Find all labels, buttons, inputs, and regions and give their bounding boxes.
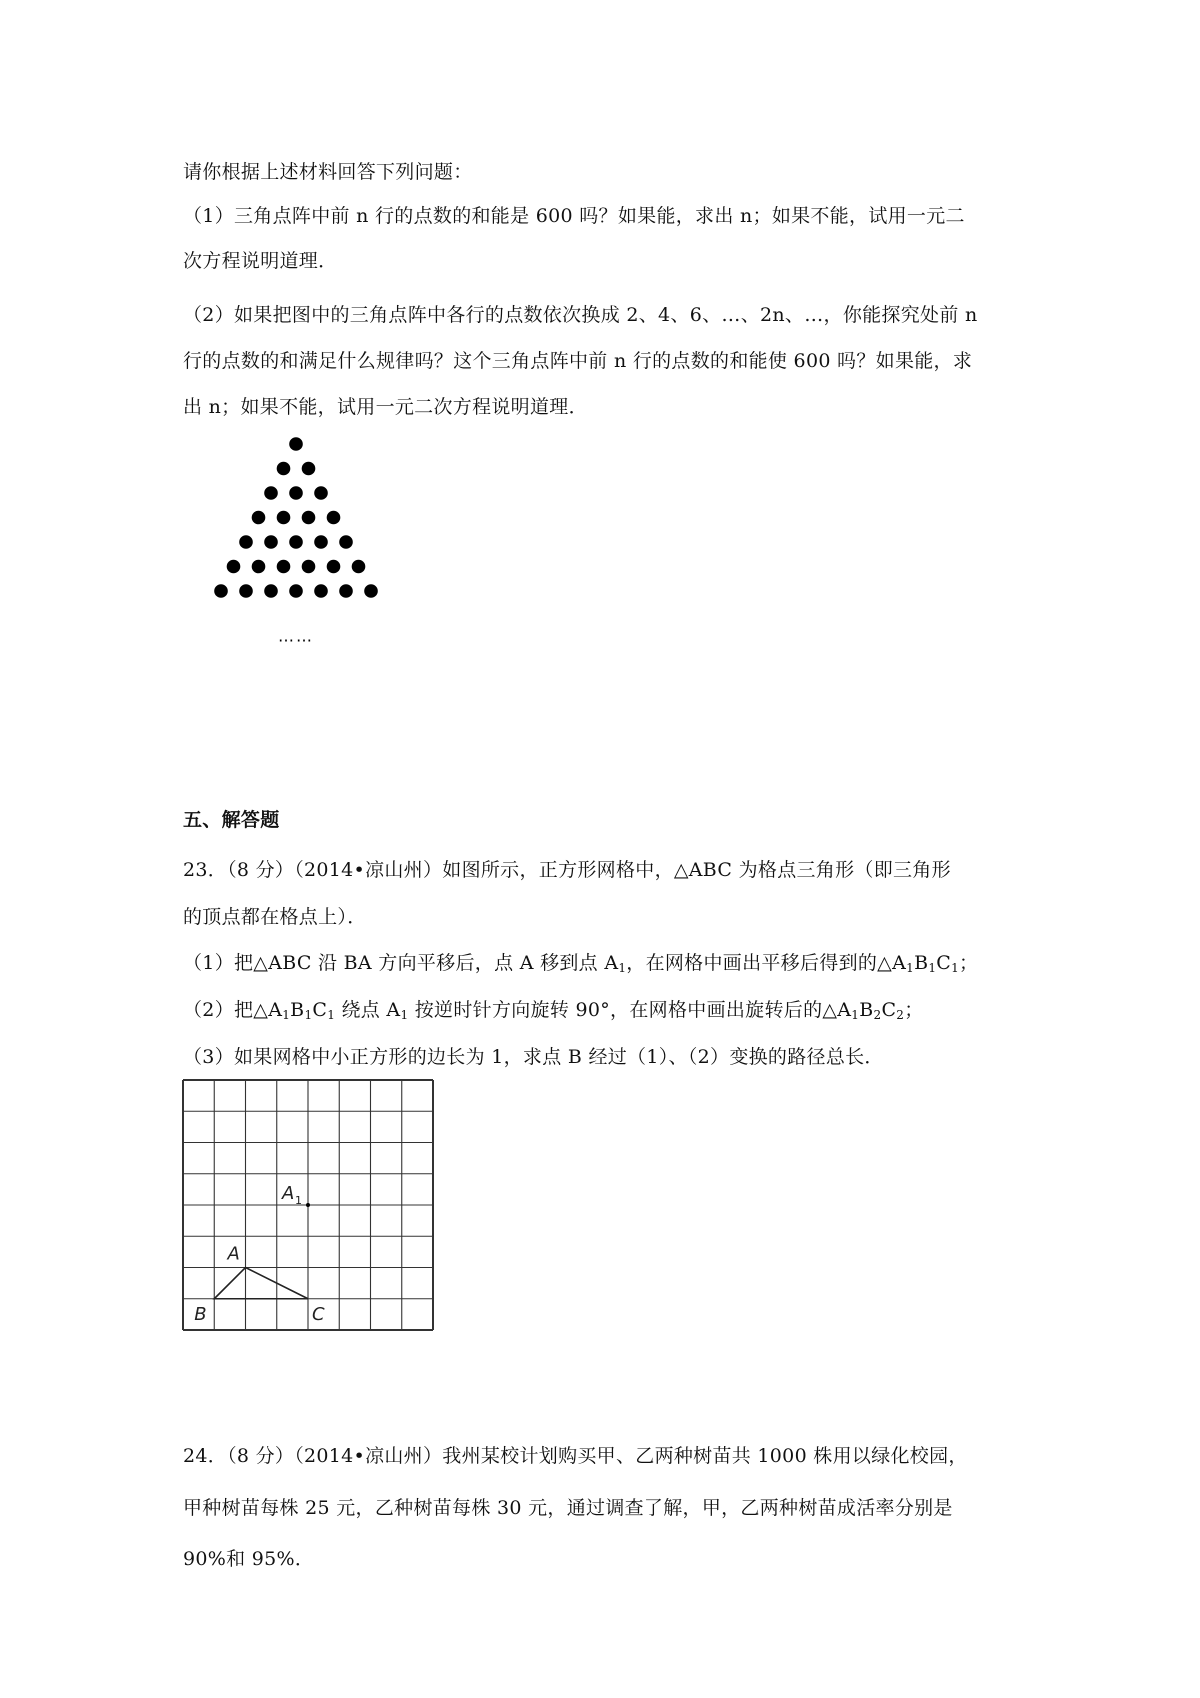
problem-23-line-1: 23．（8 分）（2014•凉山州）如图所示，正方形网格中，△ABC 为格点三角形（即三角形: [183, 859, 951, 881]
dot-r6-c4: [302, 560, 316, 574]
label-c: C: [312, 1303, 325, 1325]
dot-r4-c3: [302, 511, 316, 525]
dot-r5-c5: [339, 535, 353, 549]
dot-r7-c6: [339, 584, 353, 598]
dot-r6-c5: [327, 560, 341, 574]
problem-24-line-3: 90%和 95%．: [183, 1548, 315, 1570]
problem-23-step-3: （3）如果网格中小正方形的边长为 1，求点 B 经过（1）、（2）变换的路径总长．: [183, 1046, 884, 1068]
dot-r4-c2: [277, 511, 291, 525]
label-a1-subscript: 1: [295, 1194, 302, 1207]
section-title: 五、解答题: [183, 809, 280, 831]
question-1-line-1: （1）三角点阵中前 n 行的点数的和能是 600 吗？如果能，求出 n；如果不能，试用一元二: [183, 205, 965, 227]
dot-r5-c3: [289, 535, 303, 549]
dot-r7-c1: [214, 584, 228, 598]
dot-r2-c1: [277, 462, 291, 476]
triangle-abc: [214, 1268, 308, 1299]
square-grid-figure: [180, 1075, 440, 1337]
dot-r3-c3: [314, 486, 328, 500]
dot-r5-c1: [239, 535, 253, 549]
problem-23-step-1: （1）把△ABC 沿 BA 方向平移后，点 A 移到点 $A_1$，在网格中画出平移后得到的$\triangle A_1B_1C_1$；: [183, 952, 979, 975]
label-b: B: [194, 1303, 207, 1325]
point-a1: [306, 1203, 310, 1207]
dot-r2-c2: [302, 462, 316, 476]
question-1-line-2: 次方程说明道理．: [183, 250, 338, 272]
dot-r7-c7: [364, 584, 378, 598]
dot-r7-c2: [239, 584, 253, 598]
dot-r3-c2: [289, 486, 303, 500]
dot-r6-c3: [277, 560, 291, 574]
dots-ellipsis: ……: [278, 626, 314, 646]
dot-r4-c1: [252, 511, 266, 525]
problem-23-line-2: 的顶点都在格点上）．: [183, 906, 367, 928]
dot-r1-c1: [289, 437, 303, 451]
problem-24-line-2: 甲种树苗每株 25 元，乙种树苗每株 30 元，通过调查了解，甲，乙两种树苗成活率分别是: [183, 1497, 953, 1519]
dot-r6-c6: [352, 560, 366, 574]
dot-r5-c2: [264, 535, 278, 549]
dot-r7-c4: [289, 584, 303, 598]
triangular-dot-array-figure: [178, 430, 428, 660]
question-2-line-2: 行的点数的和满足什么规律吗？这个三角点阵中前 n 行的点数的和能使 600 吗？如果能，求: [183, 350, 973, 372]
question-2-line-1: （2）如果把图中的三角点阵中各行的点数依次换成 2、4、6、…、2n、…，你能探究处前 n: [183, 304, 978, 326]
label-a1: A: [282, 1183, 295, 1204]
dot-r5-c4: [314, 535, 328, 549]
dot-r7-c5: [314, 584, 328, 598]
dot-r6-c2: [252, 560, 266, 574]
intro-text: 请你根据上述材料回答下列问题：: [183, 161, 473, 183]
problem-24-line-1: 24．（8 分）（2014•凉山州）我州某校计划购买甲、乙两种树苗共 1000 株用以绿化校园，: [183, 1445, 968, 1467]
question-2-line-3: 出 n；如果不能，试用一元二次方程说明道理．: [183, 396, 588, 418]
label-a: A: [227, 1243, 240, 1265]
dot-r4-c4: [327, 511, 341, 525]
dot-r6-c1: [227, 560, 241, 574]
dot-r7-c3: [264, 584, 278, 598]
problem-23-step-2: （2）把$\triangle A_1B_1C_1$ 绕点 $A_1$ 按逆时针方向旋转 90°，在网格中画出旋转后的$\triangle A_1B_2C_2$；: [183, 999, 924, 1022]
dot-r3-c1: [264, 486, 278, 500]
